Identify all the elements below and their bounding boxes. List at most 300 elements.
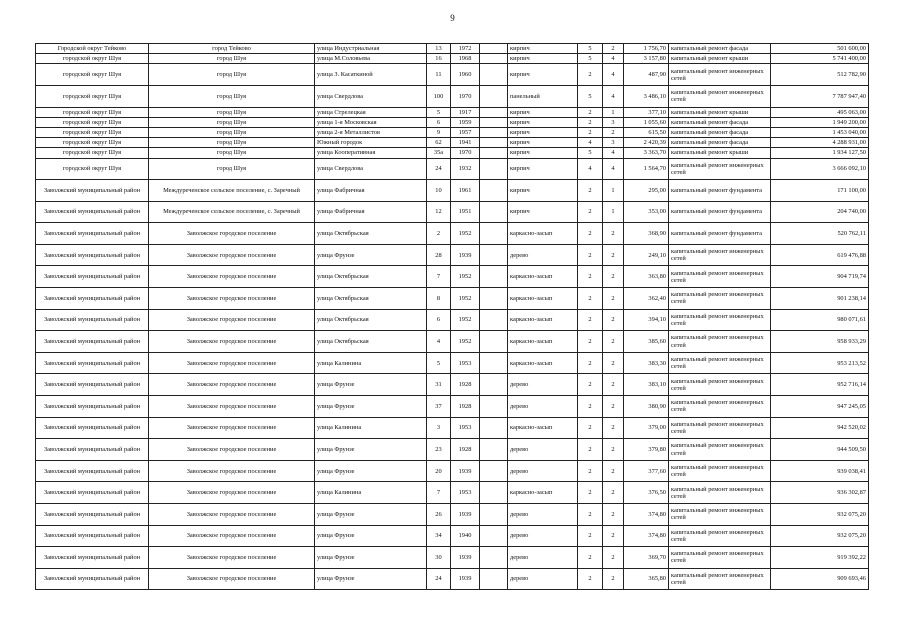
- floors-cell: 2: [578, 309, 603, 331]
- floors-cell: 2: [578, 439, 603, 461]
- wall-material-cell: дерево: [508, 439, 578, 461]
- house-number-cell: 20: [427, 460, 451, 482]
- floors-cell: 2: [578, 568, 603, 590]
- repair-work-cell: капитальный ремонт инженерных сетей: [669, 504, 771, 526]
- build-year-cell: 1952: [451, 266, 480, 288]
- table-row: [36, 352, 869, 374]
- entrances-cell: 1: [603, 180, 624, 202]
- street-cell: улица Фрунзе: [315, 439, 427, 461]
- area-cell: 385,60: [624, 331, 669, 353]
- entrances-cell: 2: [603, 504, 624, 526]
- municipality-cell: Заволжский муниципальный район: [36, 460, 149, 482]
- build-year-cell: 1952: [451, 223, 480, 245]
- empty-cell: [480, 547, 508, 569]
- wall-material-cell: каркасно-засып: [508, 288, 578, 310]
- floors-cell: 2: [578, 396, 603, 418]
- wall-material-cell: кирпич: [508, 107, 578, 117]
- cost-cell: 980 071,61: [771, 309, 869, 331]
- table-row: [36, 64, 869, 86]
- cost-cell: 520 762,11: [771, 223, 869, 245]
- municipality-cell: городской округ Шуя: [36, 107, 149, 117]
- repair-work-cell: капитальный ремонт инженерных сетей: [669, 439, 771, 461]
- municipality-cell: городской округ Шуя: [36, 138, 149, 148]
- settlement-cell: Междуреченское сельское поселение, с. Заречный: [149, 201, 315, 223]
- house-number-cell: 12: [427, 201, 451, 223]
- cost-cell: 1 949 200,00: [771, 117, 869, 127]
- house-number-cell: 100: [427, 85, 451, 107]
- cost-cell: 936 302,87: [771, 482, 869, 504]
- build-year-cell: 1939: [451, 460, 480, 482]
- house-number-cell: 23: [427, 439, 451, 461]
- settlement-cell: Заволжское городское поселение: [149, 482, 315, 504]
- wall-material-cell: каркасно-засып: [508, 223, 578, 245]
- street-cell: улица Октябрьская: [315, 223, 427, 245]
- settlement-cell: Заволжское городское поселение: [149, 525, 315, 547]
- cost-cell: 919 392,22: [771, 547, 869, 569]
- entrances-cell: 2: [603, 331, 624, 353]
- page-number: 9: [450, 13, 455, 23]
- table-row: [36, 127, 869, 137]
- street-cell: улица Фрунзе: [315, 525, 427, 547]
- table-row: [36, 85, 869, 107]
- wall-material-cell: кирпич: [508, 138, 578, 148]
- area-cell: 249,10: [624, 244, 669, 266]
- entrances-cell: 4: [603, 54, 624, 64]
- repair-work-cell: капитальный ремонт фундамента: [669, 180, 771, 202]
- cost-cell: 495 063,00: [771, 107, 869, 117]
- municipality-cell: городской округ Шуя: [36, 54, 149, 64]
- municipality-cell: Заволжский муниципальный район: [36, 309, 149, 331]
- repair-work-cell: капитальный ремонт инженерных сетей: [669, 158, 771, 180]
- settlement-cell: город Шуя: [149, 107, 315, 117]
- settlement-cell: Заволжское городское поселение: [149, 547, 315, 569]
- build-year-cell: 1953: [451, 482, 480, 504]
- repair-work-cell: капитальный ремонт фасада: [669, 138, 771, 148]
- street-cell: улица Свердлова: [315, 158, 427, 180]
- settlement-cell: город Шуя: [149, 85, 315, 107]
- cost-cell: 619 476,88: [771, 244, 869, 266]
- entrances-cell: 3: [603, 117, 624, 127]
- build-year-cell: 1953: [451, 417, 480, 439]
- street-cell: улица Калинина: [315, 417, 427, 439]
- table-row: [36, 117, 869, 127]
- area-cell: 363,80: [624, 266, 669, 288]
- settlement-cell: город Шуя: [149, 158, 315, 180]
- municipality-cell: Городской округ Тейково: [36, 44, 149, 54]
- street-cell: улица Фрунзе: [315, 396, 427, 418]
- empty-cell: [480, 64, 508, 86]
- house-number-cell: 28: [427, 244, 451, 266]
- floors-cell: 2: [578, 64, 603, 86]
- repair-work-cell: капитальный ремонт инженерных сетей: [669, 288, 771, 310]
- entrances-cell: 4: [603, 85, 624, 107]
- build-year-cell: 1928: [451, 439, 480, 461]
- empty-cell: [480, 374, 508, 396]
- street-cell: улица Калинина: [315, 482, 427, 504]
- entrances-cell: 2: [603, 439, 624, 461]
- settlement-cell: Заволжское городское поселение: [149, 223, 315, 245]
- wall-material-cell: каркасно-засып: [508, 331, 578, 353]
- area-cell: 377,10: [624, 107, 669, 117]
- cost-cell: 944 509,50: [771, 439, 869, 461]
- house-number-cell: 10: [427, 180, 451, 202]
- repair-work-cell: капитальный ремонт крыши: [669, 148, 771, 158]
- street-cell: улица Индустриальная: [315, 44, 427, 54]
- repair-work-cell: капитальный ремонт инженерных сетей: [669, 244, 771, 266]
- wall-material-cell: кирпич: [508, 44, 578, 54]
- build-year-cell: 1952: [451, 309, 480, 331]
- street-cell: улица М.Соловьева: [315, 54, 427, 64]
- wall-material-cell: кирпич: [508, 148, 578, 158]
- wall-material-cell: дерево: [508, 568, 578, 590]
- repair-work-cell: капитальный ремонт инженерных сетей: [669, 460, 771, 482]
- table-row: [36, 54, 869, 64]
- floors-cell: 2: [578, 180, 603, 202]
- entrances-cell: 4: [603, 148, 624, 158]
- municipality-cell: Заволжский муниципальный район: [36, 331, 149, 353]
- cost-cell: 3 666 092,10: [771, 158, 869, 180]
- settlement-cell: Заволжское городское поселение: [149, 266, 315, 288]
- repair-work-cell: капитальный ремонт инженерных сетей: [669, 525, 771, 547]
- entrances-cell: 2: [603, 127, 624, 137]
- build-year-cell: 1959: [451, 117, 480, 127]
- build-year-cell: 1940: [451, 525, 480, 547]
- empty-cell: [480, 158, 508, 180]
- wall-material-cell: каркасно-засып: [508, 266, 578, 288]
- wall-material-cell: дерево: [508, 525, 578, 547]
- settlement-cell: Заволжское городское поселение: [149, 244, 315, 266]
- street-cell: улица 1-я Московская: [315, 117, 427, 127]
- table-row: [36, 374, 869, 396]
- empty-cell: [480, 127, 508, 137]
- street-cell: улица Фрунзе: [315, 374, 427, 396]
- area-cell: 1 756,70: [624, 44, 669, 54]
- area-cell: 3 486,10: [624, 85, 669, 107]
- empty-cell: [480, 54, 508, 64]
- table-row: [36, 223, 869, 245]
- area-cell: 365,80: [624, 568, 669, 590]
- settlement-cell: Заволжское городское поселение: [149, 568, 315, 590]
- house-number-cell: 34: [427, 525, 451, 547]
- table-row: [36, 460, 869, 482]
- repair-work-cell: капитальный ремонт инженерных сетей: [669, 374, 771, 396]
- settlement-cell: Заволжское городское поселение: [149, 460, 315, 482]
- entrances-cell: 2: [603, 396, 624, 418]
- floors-cell: 2: [578, 374, 603, 396]
- entrances-cell: 4: [603, 64, 624, 86]
- street-cell: улица Фрунзе: [315, 568, 427, 590]
- floors-cell: 2: [578, 266, 603, 288]
- wall-material-cell: кирпич: [508, 201, 578, 223]
- wall-material-cell: дерево: [508, 244, 578, 266]
- settlement-cell: Заволжское городское поселение: [149, 396, 315, 418]
- street-cell: улица Фрунзе: [315, 504, 427, 526]
- settlement-cell: Заволжское городское поселение: [149, 309, 315, 331]
- settlement-cell: город Шуя: [149, 54, 315, 64]
- entrances-cell: 2: [603, 374, 624, 396]
- table-row: [36, 547, 869, 569]
- house-number-cell: 9: [427, 127, 451, 137]
- house-number-cell: 24: [427, 158, 451, 180]
- settlement-cell: город Шуя: [149, 127, 315, 137]
- wall-material-cell: кирпич: [508, 158, 578, 180]
- build-year-cell: 1957: [451, 127, 480, 137]
- house-number-cell: 62: [427, 138, 451, 148]
- entrances-cell: 2: [603, 417, 624, 439]
- cost-cell: 932 075,20: [771, 504, 869, 526]
- build-year-cell: 1961: [451, 180, 480, 202]
- settlement-cell: город Шуя: [149, 148, 315, 158]
- table-row: [36, 309, 869, 331]
- municipality-cell: городской округ Шуя: [36, 85, 149, 107]
- area-cell: 487,90: [624, 64, 669, 86]
- cost-cell: 909 693,46: [771, 568, 869, 590]
- build-year-cell: 1928: [451, 396, 480, 418]
- floors-cell: 2: [578, 504, 603, 526]
- entrances-cell: 2: [603, 44, 624, 54]
- cost-cell: 1 934 127,50: [771, 148, 869, 158]
- build-year-cell: 1970: [451, 85, 480, 107]
- empty-cell: [480, 180, 508, 202]
- table-row: [36, 148, 869, 158]
- repair-work-cell: капитальный ремонт инженерных сетей: [669, 64, 771, 86]
- empty-cell: [480, 148, 508, 158]
- empty-cell: [480, 117, 508, 127]
- empty-cell: [480, 44, 508, 54]
- wall-material-cell: дерево: [508, 504, 578, 526]
- area-cell: 377,60: [624, 460, 669, 482]
- entrances-cell: 2: [603, 223, 624, 245]
- table-row: [36, 331, 869, 353]
- cost-cell: 947 245,05: [771, 396, 869, 418]
- entrances-cell: 2: [603, 525, 624, 547]
- cost-cell: 501 600,00: [771, 44, 869, 54]
- cost-cell: 5 741 400,00: [771, 54, 869, 64]
- municipality-cell: Заволжский муниципальный район: [36, 223, 149, 245]
- build-year-cell: 1970: [451, 148, 480, 158]
- settlement-cell: Заволжское городское поселение: [149, 288, 315, 310]
- floors-cell: 2: [578, 460, 603, 482]
- repair-work-cell: капитальный ремонт инженерных сетей: [669, 309, 771, 331]
- cost-cell: 204 740,00: [771, 201, 869, 223]
- entrances-cell: 2: [603, 288, 624, 310]
- cost-cell: 932 075,20: [771, 525, 869, 547]
- floors-cell: 2: [578, 482, 603, 504]
- repair-work-cell: капитальный ремонт фасада: [669, 44, 771, 54]
- municipality-cell: городской округ Шуя: [36, 64, 149, 86]
- house-number-cell: 13: [427, 44, 451, 54]
- municipality-cell: Заволжский муниципальный район: [36, 180, 149, 202]
- street-cell: улица Стрелецкая: [315, 107, 427, 117]
- build-year-cell: 1960: [451, 64, 480, 86]
- entrances-cell: 4: [603, 158, 624, 180]
- entrances-cell: 2: [603, 266, 624, 288]
- cost-cell: 901 238,14: [771, 288, 869, 310]
- entrances-cell: 2: [603, 309, 624, 331]
- table-row: [36, 568, 869, 590]
- floors-cell: 4: [578, 138, 603, 148]
- floors-cell: 2: [578, 244, 603, 266]
- street-cell: улица Октябрьская: [315, 288, 427, 310]
- empty-cell: [480, 331, 508, 353]
- street-cell: улица Фрунзе: [315, 244, 427, 266]
- empty-cell: [480, 504, 508, 526]
- entrances-cell: 2: [603, 460, 624, 482]
- municipality-cell: городской округ Шуя: [36, 127, 149, 137]
- area-cell: 353,00: [624, 201, 669, 223]
- settlement-cell: Заволжское городское поселение: [149, 352, 315, 374]
- repair-work-cell: капитальный ремонт инженерных сетей: [669, 568, 771, 590]
- table-row: [36, 44, 869, 54]
- wall-material-cell: панельный: [508, 85, 578, 107]
- wall-material-cell: каркасно-засып: [508, 417, 578, 439]
- floors-cell: 2: [578, 201, 603, 223]
- house-number-cell: 8: [427, 288, 451, 310]
- build-year-cell: 1952: [451, 331, 480, 353]
- empty-cell: [480, 482, 508, 504]
- empty-cell: [480, 309, 508, 331]
- settlement-cell: Заволжское городское поселение: [149, 417, 315, 439]
- build-year-cell: 1951: [451, 201, 480, 223]
- cost-cell: 1 453 040,00: [771, 127, 869, 137]
- build-year-cell: 1952: [451, 288, 480, 310]
- repair-work-cell: капитальный ремонт инженерных сетей: [669, 482, 771, 504]
- municipality-cell: Заволжский муниципальный район: [36, 288, 149, 310]
- cost-cell: 952 716,14: [771, 374, 869, 396]
- cost-cell: 512 782,90: [771, 64, 869, 86]
- build-year-cell: 1917: [451, 107, 480, 117]
- floors-cell: 2: [578, 127, 603, 137]
- wall-material-cell: дерево: [508, 547, 578, 569]
- table-row: [36, 201, 869, 223]
- house-number-cell: 7: [427, 482, 451, 504]
- settlement-cell: Заволжское городское поселение: [149, 504, 315, 526]
- area-cell: 3 363,70: [624, 148, 669, 158]
- street-cell: улица Калинина: [315, 352, 427, 374]
- municipality-cell: городской округ Шуя: [36, 117, 149, 127]
- table-row: [36, 107, 869, 117]
- build-year-cell: 1941: [451, 138, 480, 148]
- municipality-cell: Заволжский муниципальный район: [36, 482, 149, 504]
- empty-cell: [480, 396, 508, 418]
- cost-cell: 958 933,29: [771, 331, 869, 353]
- area-cell: 369,70: [624, 547, 669, 569]
- municipality-cell: Заволжский муниципальный район: [36, 244, 149, 266]
- table-row: [36, 138, 869, 148]
- municipality-cell: Заволжский муниципальный район: [36, 266, 149, 288]
- floors-cell: 2: [578, 117, 603, 127]
- empty-cell: [480, 352, 508, 374]
- wall-material-cell: каркасно-засып: [508, 309, 578, 331]
- house-number-cell: 5: [427, 352, 451, 374]
- floors-cell: 2: [578, 547, 603, 569]
- area-cell: 380,90: [624, 396, 669, 418]
- build-year-cell: 1932: [451, 158, 480, 180]
- area-cell: 374,80: [624, 504, 669, 526]
- housing-repair-table: [35, 43, 869, 590]
- area-cell: 2 420,39: [624, 138, 669, 148]
- area-cell: 3 157,80: [624, 54, 669, 64]
- municipality-cell: Заволжский муниципальный район: [36, 439, 149, 461]
- house-number-cell: 11: [427, 64, 451, 86]
- settlement-cell: город Шуя: [149, 64, 315, 86]
- house-number-cell: 26: [427, 504, 451, 526]
- area-cell: 379,00: [624, 417, 669, 439]
- floors-cell: 2: [578, 352, 603, 374]
- municipality-cell: Заволжский муниципальный район: [36, 417, 149, 439]
- table-row: [36, 288, 869, 310]
- build-year-cell: 1972: [451, 44, 480, 54]
- house-number-cell: 37: [427, 396, 451, 418]
- settlement-cell: Заволжское городское поселение: [149, 331, 315, 353]
- entrances-cell: 1: [603, 107, 624, 117]
- build-year-cell: 1939: [451, 568, 480, 590]
- settlement-cell: город Тейково: [149, 44, 315, 54]
- table-row: [36, 504, 869, 526]
- area-cell: 295,00: [624, 180, 669, 202]
- repair-work-cell: капитальный ремонт фундамента: [669, 223, 771, 245]
- municipality-cell: Заволжский муниципальный район: [36, 201, 149, 223]
- wall-material-cell: дерево: [508, 374, 578, 396]
- house-number-cell: 35а: [427, 148, 451, 158]
- area-cell: 1 564,70: [624, 158, 669, 180]
- area-cell: 376,50: [624, 482, 669, 504]
- cost-cell: 939 038,41: [771, 460, 869, 482]
- entrances-cell: 3: [603, 138, 624, 148]
- area-cell: 362,40: [624, 288, 669, 310]
- empty-cell: [480, 525, 508, 547]
- street-cell: улица Октябрьская: [315, 266, 427, 288]
- house-number-cell: 30: [427, 547, 451, 569]
- build-year-cell: 1939: [451, 504, 480, 526]
- floors-cell: 5: [578, 148, 603, 158]
- house-number-cell: 3: [427, 417, 451, 439]
- area-cell: 394,10: [624, 309, 669, 331]
- build-year-cell: 1928: [451, 374, 480, 396]
- settlement-cell: город Шуя: [149, 138, 315, 148]
- table-body: [36, 44, 869, 590]
- municipality-cell: Заволжский муниципальный район: [36, 568, 149, 590]
- house-number-cell: 24: [427, 568, 451, 590]
- table-row: [36, 244, 869, 266]
- empty-cell: [480, 201, 508, 223]
- street-cell: улица Фрунзе: [315, 547, 427, 569]
- cost-cell: 171 100,00: [771, 180, 869, 202]
- municipality-cell: Заволжский муниципальный район: [36, 525, 149, 547]
- wall-material-cell: кирпич: [508, 127, 578, 137]
- wall-material-cell: каркасно-засып: [508, 482, 578, 504]
- repair-work-cell: капитальный ремонт инженерных сетей: [669, 396, 771, 418]
- house-number-cell: 7: [427, 266, 451, 288]
- street-cell: улица Фабричная: [315, 180, 427, 202]
- municipality-cell: Заволжский муниципальный район: [36, 547, 149, 569]
- empty-cell: [480, 266, 508, 288]
- floors-cell: 2: [578, 331, 603, 353]
- empty-cell: [480, 439, 508, 461]
- wall-material-cell: кирпич: [508, 180, 578, 202]
- municipality-cell: городской округ Шуя: [36, 148, 149, 158]
- area-cell: 374,80: [624, 525, 669, 547]
- build-year-cell: 1939: [451, 244, 480, 266]
- repair-work-cell: капитальный ремонт инженерных сетей: [669, 266, 771, 288]
- repair-work-cell: капитальный ремонт крыши: [669, 54, 771, 64]
- table-row: [36, 417, 869, 439]
- house-number-cell: 31: [427, 374, 451, 396]
- table-row: [36, 266, 869, 288]
- empty-cell: [480, 288, 508, 310]
- entrances-cell: 2: [603, 244, 624, 266]
- repair-work-cell: капитальный ремонт инженерных сетей: [669, 331, 771, 353]
